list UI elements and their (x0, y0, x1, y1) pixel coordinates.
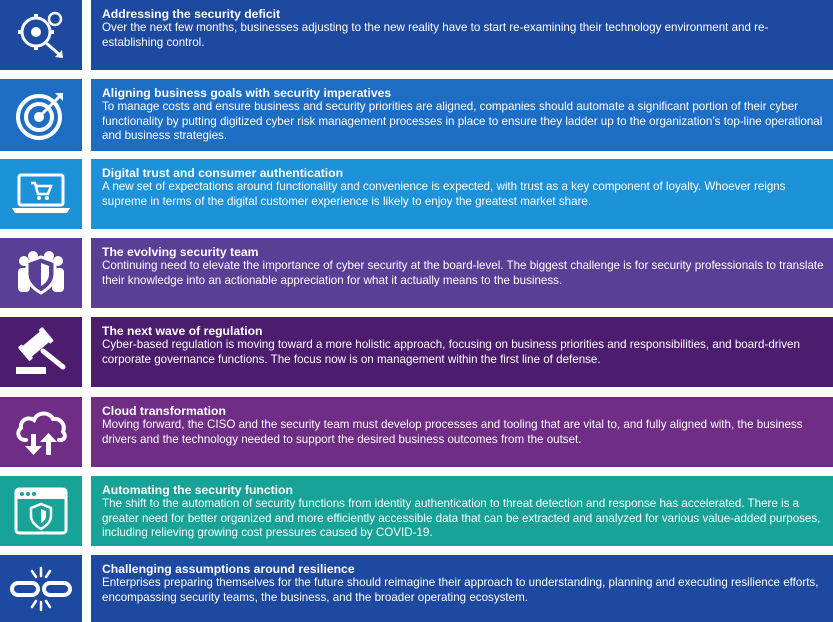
item-description: Enterprises preparing themselves for the future should reimagine their approach to understanding, planning and executing resilience efforts, encompassing security teams, the business, and the broader operating ecosystem. (102, 576, 819, 604)
item-title: Digital trust and consumer authentication (102, 166, 344, 180)
broken-chain-icon (10, 566, 72, 612)
icon-tile (0, 476, 82, 546)
item-description: Continuing need to elevate the importance of cyber security at the board-level. The biggest challenge is for security professionals to translate their knowledge into an actionable appreciation for what it actually means to the business. (102, 259, 824, 287)
cloud-transfer-icon (13, 406, 69, 458)
list-item (0, 159, 833, 229)
item-title: Cloud transformation (102, 404, 226, 418)
icon-tile (0, 397, 82, 467)
item-description: To manage costs and ensure business and security priorities are aligned, companies should automate a significant portion of their cyber functionality by putting digitized cyber risk management processes in place to ensure they ladder up to the organization’s top-line operational and business strategies. (102, 100, 823, 142)
item-card (91, 317, 833, 387)
team-shield-icon (14, 249, 68, 297)
item-title: The evolving security team (102, 245, 259, 259)
item-description: Over the next few months, businesses adjusting to the new reality have to start re-examining their technology environment and re-establishing control. (102, 21, 769, 49)
icon-tile (0, 79, 82, 151)
item-title: Aligning business goals with security imperatives (102, 86, 392, 100)
list-item (0, 238, 833, 308)
list-item (0, 0, 833, 70)
item-card (91, 159, 833, 229)
item-title: Challenging assumptions around resilience (102, 562, 355, 576)
item-card (91, 0, 833, 70)
browser-shield-icon (13, 486, 69, 536)
list-item (0, 555, 833, 622)
item-card (91, 79, 833, 151)
item-card (91, 397, 833, 467)
icon-tile (0, 159, 82, 229)
item-title: The next wave of regulation (102, 324, 263, 338)
item-description: Cyber-based regulation is moving toward a more holistic approach, focusing on business priorities and responsibilities, and board-driven corporate governance functions. The focus now is on management within the first line of defense. (102, 338, 800, 366)
list-item (0, 317, 833, 387)
item-card (91, 555, 833, 622)
list-item (0, 79, 833, 151)
icon-tile (0, 0, 82, 70)
item-description: The shift to the automation of security functions from identity authentication to threat detection and response has accelerated. There is a greater need for better organized and more efficiently accessible data that can be extracted and analyzed for various value-added purposes, including relieving growing cost pressures caused by COVID-19. (102, 497, 821, 539)
item-title: Addressing the security deficit (102, 7, 281, 21)
item-title: Automating the security function (102, 483, 293, 497)
gear-brain-icon (15, 9, 67, 61)
icon-tile (0, 555, 82, 622)
gavel-icon (13, 327, 69, 377)
item-card (91, 238, 833, 308)
target-icon (15, 89, 67, 141)
list-item (0, 397, 833, 467)
icon-tile (0, 317, 82, 387)
item-description: Moving forward, the CISO and the security team must develop processes and tooling that are vital to, and fully aligned with, the business drivers and the technology needed to support the desired business outcomes from the outset. (102, 418, 803, 446)
laptop-cart-icon (10, 172, 72, 216)
icon-tile (0, 238, 82, 308)
item-card (91, 476, 833, 546)
list-item (0, 476, 833, 546)
item-description: A new set of expectations around functionality and convenience is expected, with trust as a key component of loyalty. Whoever reigns supreme in terms of the digital customer experience is likely to enjoy the greatest market share. (102, 180, 786, 208)
